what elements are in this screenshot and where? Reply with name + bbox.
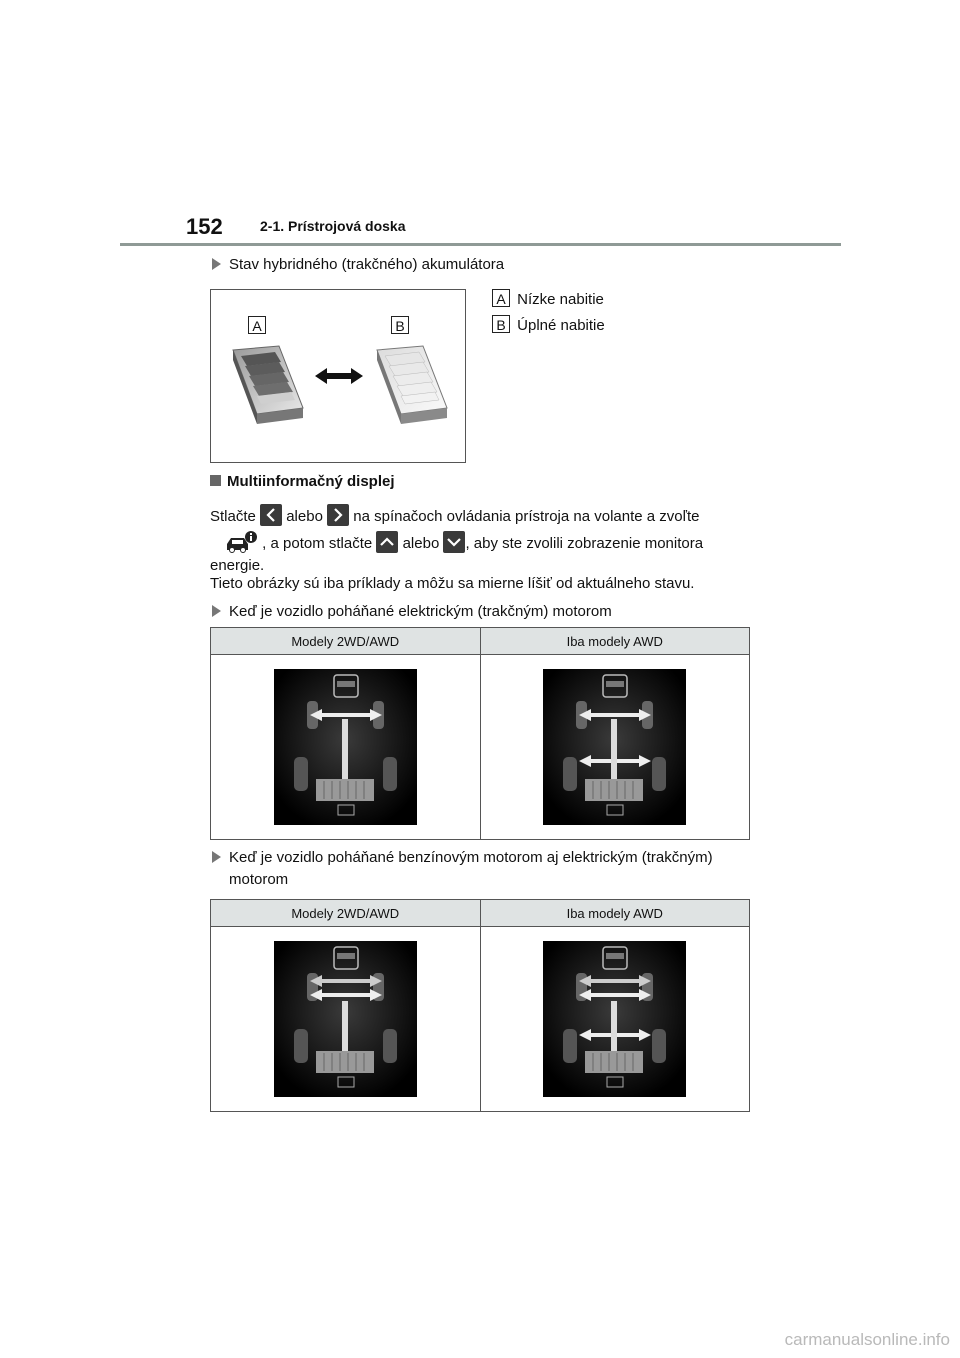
table2-header-awd: Iba modely AWD (480, 900, 750, 927)
battery-label-a: A (248, 316, 266, 334)
table2-title: Keď je vozidlo poháňané benzínovým motorom aj elektrickým (trakčným) (212, 849, 713, 866)
battery-full-icon (377, 346, 447, 424)
header-rule (120, 243, 841, 246)
bullet-triangle-icon (212, 258, 221, 270)
battery-low-icon (233, 346, 303, 424)
battery-figure (210, 289, 466, 463)
down-arrow-button-icon (443, 531, 465, 553)
table1-header-awd: Iba modely AWD (480, 628, 750, 655)
multi-heading: Multiinformačný displej (210, 473, 395, 490)
multi-line4: Tieto obrázky sú iba príklady a môžu sa mierne líšiť od aktuálneho stavu. (210, 575, 695, 592)
up-arrow-button-icon (376, 531, 398, 553)
battery-title: Stav hybridného (trakčného) akumulátora (212, 256, 504, 273)
battery-illustration (211, 290, 465, 462)
table1-title: Keď je vozidlo poháňané elektrickým (trakčným) motorom (212, 603, 612, 620)
multi-line3: energie. (210, 557, 265, 574)
battery-label-b: B (391, 316, 409, 334)
left-arrow-button-icon (260, 504, 282, 526)
table1 (210, 627, 750, 840)
energy-monitor-hybrid-2wd (274, 941, 417, 1097)
page-number: 152 (186, 214, 223, 239)
bullet-triangle-icon (212, 851, 221, 863)
watermark: carmanualsonline.info (784, 1330, 950, 1349)
double-arrow-icon (315, 368, 363, 384)
energy-monitor-ev-awd (543, 669, 686, 825)
energy-monitor-ev-2wd (274, 669, 417, 825)
car-info-icon (224, 530, 258, 554)
table2 (210, 899, 750, 1112)
table1-header-2wd: Modely 2WD/AWD (211, 628, 481, 655)
table2-title-cont: motorom (229, 871, 289, 888)
section-title: 2-1. Prístrojová doska (260, 218, 406, 234)
multi-line1: Stlačte alebo na spínačoch ovládania prístroja na volante a zvoľte (210, 506, 700, 528)
energy-monitor-hybrid-awd (543, 941, 686, 1097)
multi-line2: , a potom stlačte alebo , aby ste zvolili zobrazenie monitora (224, 532, 703, 556)
right-arrow-button-icon (327, 504, 349, 526)
table2-header-2wd: Modely 2WD/AWD (211, 900, 481, 927)
heading-square-icon (210, 475, 221, 486)
legend-item-a: A Nízke nabitie (492, 289, 604, 308)
bullet-triangle-icon (212, 605, 221, 617)
legend-item-b: B Úplné nabitie (492, 315, 605, 334)
